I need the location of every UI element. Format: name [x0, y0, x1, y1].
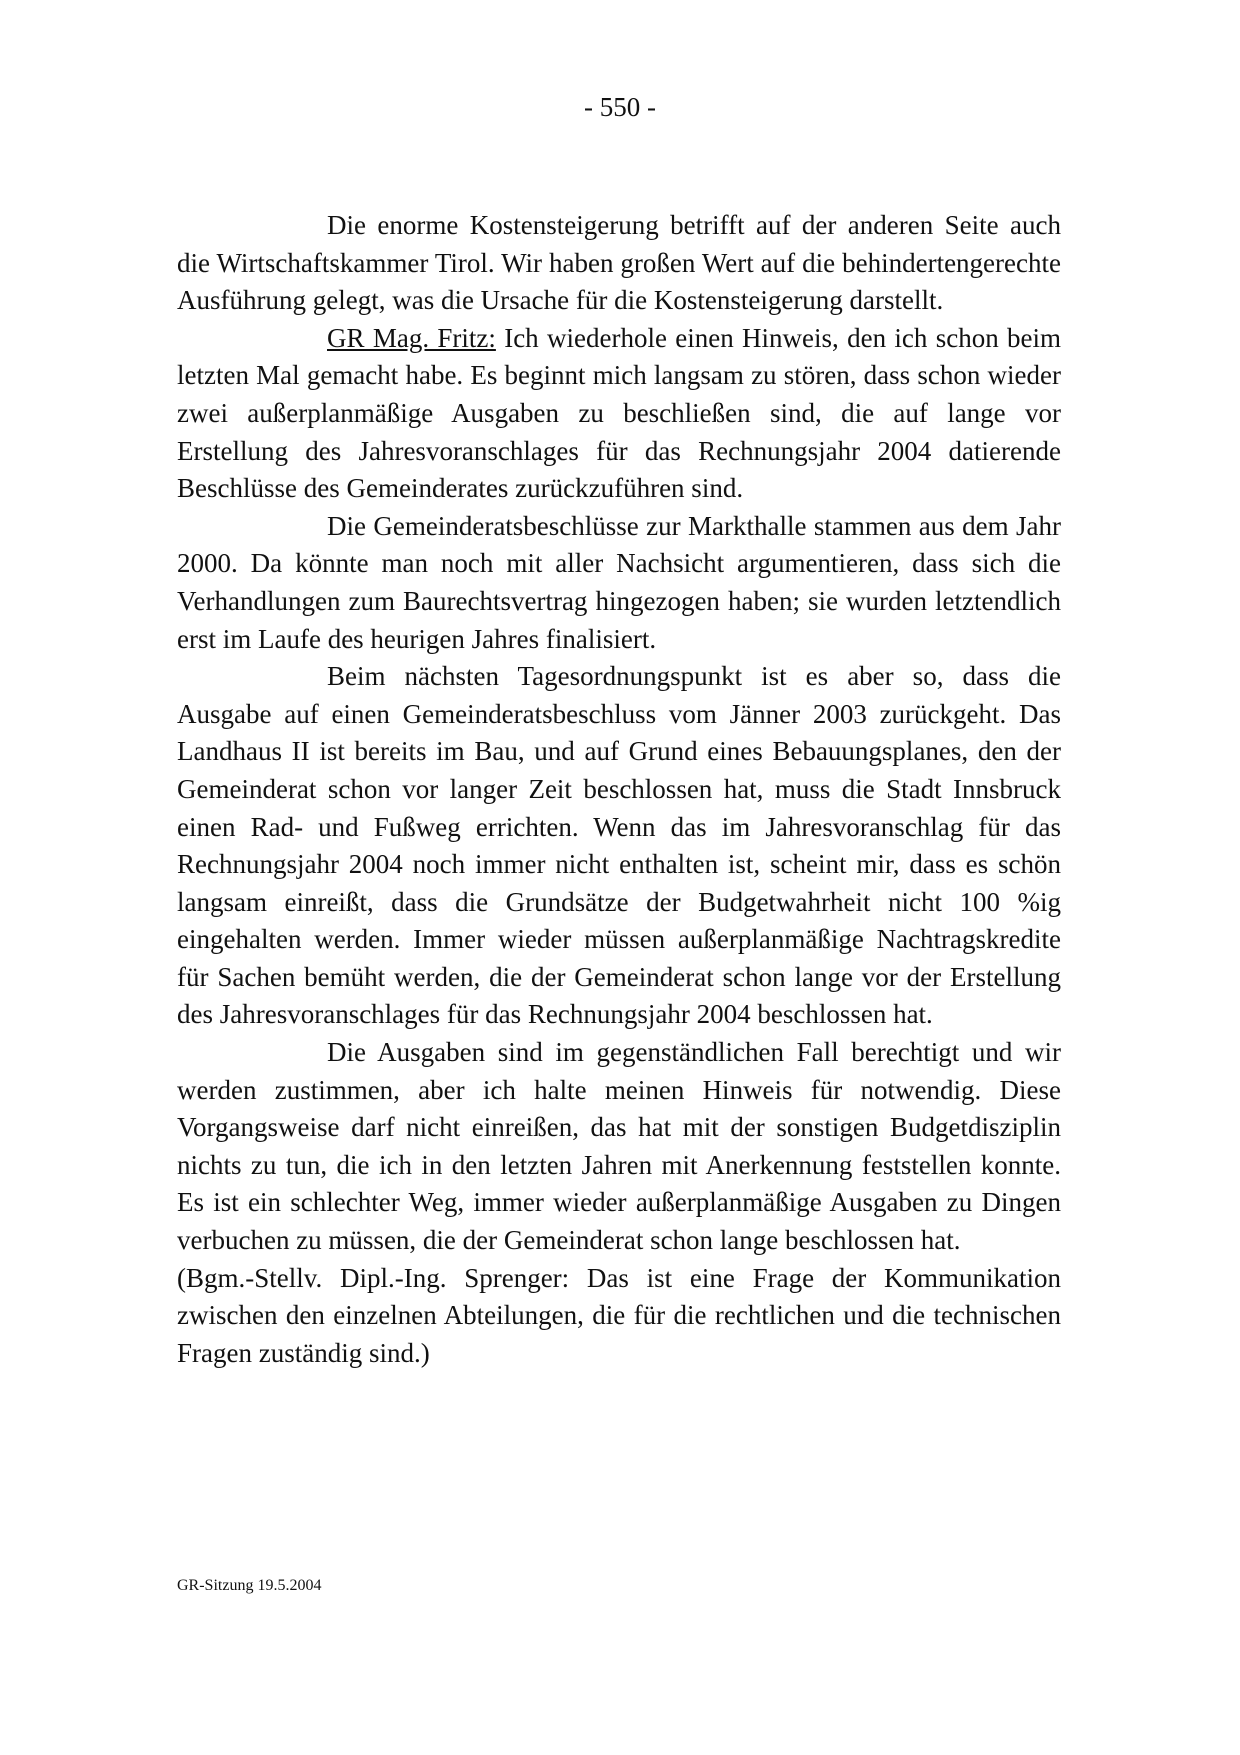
paragraph — [177, 207, 1061, 320]
paragraph — [177, 1034, 1061, 1260]
interjection-paragraph — [177, 1260, 1061, 1373]
speaker-name: GR Mag. Fritz: — [327, 322, 496, 353]
paragraph-text: Die enorme Kostensteigerung betrifft auf der anderen Seite auch die Wirtschaftskammer Tirol. Wir haben großen Wert auf die behindertengerechte Ausführung gelegt, was die Ursache für die Kostensteigerung darstellt. — [177, 210, 1061, 316]
paragraph-text: Beim nächsten Tagesordnungspunkt ist es aber so, dass die Ausgabe auf einen Gemeinderatsbeschluss vom Jänner 2003 zurückgeht. Das Landhaus II ist bereits im Bau, und auf Grund eines Bebauungsplanes, den der Gemeinderat schon vor langer Zeit beschlossen hat, muss die Stadt Innsbruck einen Rad- und Fußweg errichten. Wenn das im Jahresvoranschlag für das Rechnungsjahr 2004 noch immer nicht enthalten ist, scheint mir, dass es schön langsam einreißt, dass die Grundsätze der Budgetwahrheit nicht 100 %ig eingehalten werden. Immer wieder müssen außerplanmäßige Nachtragskredite für Sachen bemüht werden, die der Gemeinderat schon lange vor der Erstellung des Jahresvoranschlages für das Rechnungsjahr 2004 beschlossen hat. — [177, 661, 1061, 1030]
paragraph-text: Ich wiederhole einen Hinweis, den ich schon beim letzten Mal gemacht habe. Es beginnt mich langsam zu stören, dass schon wieder zwei außerplanmäßige Ausgaben zu beschließen sind, die auf lange vor Erstellung des Jahresvoranschlages für das Rechnungsjahr 2004 datierende Beschlüsse des Gemeinderates zurückzuführen sind. — [177, 322, 1062, 504]
body-text — [177, 207, 1061, 1372]
paragraph-text: Die Gemeinderatsbeschlüsse zur Markthalle stammen aus dem Jahr 2000. Da könnte man noch mit aller Nachsicht argumentieren, dass sich die Verhandlungen zum Baurechtsvertrag hingezogen haben; sie wurden letztendlich erst im Laufe des heurigen Jahres finalisiert. — [177, 510, 1061, 654]
paragraph-text: (Bgm.-Stellv. Dipl.-Ing. Sprenger: Das ist eine Frage der Kommunikation zwischen den einzelnen Abteilungen, die für die rechtlichen und die technischen Fragen zuständig sind.) — [177, 1262, 1061, 1368]
paragraph — [177, 508, 1061, 658]
footer-session-date: GR-Sitzung 19.5.2004 — [177, 1577, 322, 1594]
paragraph — [177, 320, 1061, 508]
paragraph — [177, 658, 1061, 1034]
page-number: - 550 - — [584, 92, 656, 122]
paragraph-text: Die Ausgaben sind im gegenständlichen Fall berechtigt und wir werden zustimmen, aber ich halte meinen Hinweis für notwendig. Diese Vorgangsweise darf nicht einreißen, das hat mit der sonstigen Budgetdisziplin nichts zu tun, die ich in den letzten Jahren mit Anerkennung feststellen konnte. Es ist ein schlechter Weg, immer wieder außerplanmäßige Ausgaben zu Dingen verbuchen zu müssen, die der Gemeinderat schon lange beschlossen hat. — [177, 1037, 1061, 1256]
